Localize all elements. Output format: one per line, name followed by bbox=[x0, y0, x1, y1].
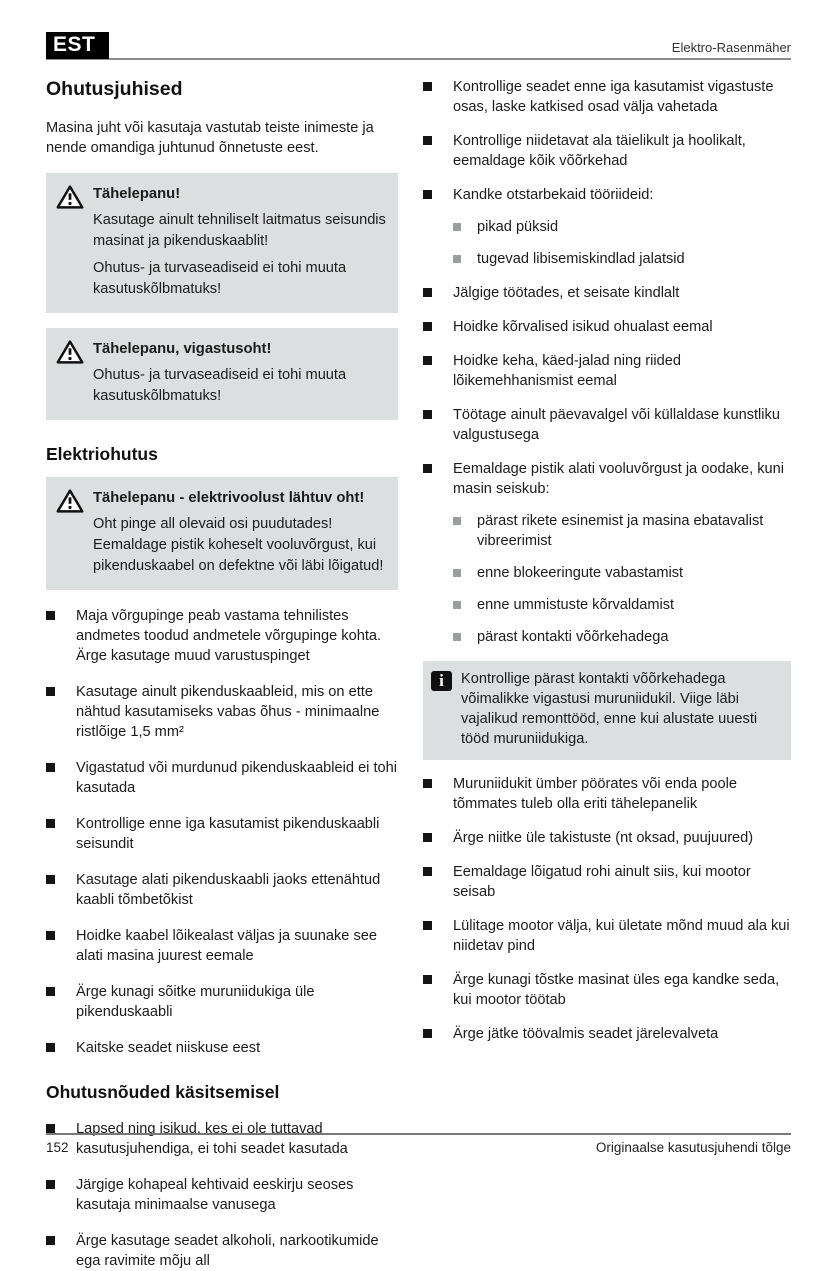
list-item bbox=[46, 1175, 398, 1215]
bullet-text: Töötage ainult päevavalgel või küllaldase kunstliku valgustusega bbox=[453, 407, 780, 443]
sub-list-item bbox=[453, 627, 791, 647]
bullet-body bbox=[76, 982, 398, 1022]
bullet-body bbox=[76, 606, 398, 666]
warning-triangle-icon bbox=[56, 339, 84, 407]
black-square-bullet-icon bbox=[46, 687, 55, 696]
list-item bbox=[423, 970, 791, 1010]
black-square-bullet-icon bbox=[423, 190, 432, 199]
bullet-text: Kaitske seadet niiskuse eest bbox=[76, 1040, 261, 1056]
safety-bullet-list-top bbox=[423, 77, 791, 647]
list-item bbox=[423, 77, 791, 117]
bullet-text: Ärge kunagi tõstke masinat üles ega kandke seda, kui mootor töötab bbox=[453, 972, 780, 1008]
black-square-bullet-icon bbox=[423, 322, 432, 331]
bullet-body bbox=[76, 758, 398, 798]
black-square-bullet-icon bbox=[423, 356, 432, 365]
sub-list-item bbox=[453, 563, 791, 583]
bullet-body bbox=[453, 1024, 791, 1044]
left-column bbox=[46, 72, 398, 1271]
bullet-text: Hoidke keha, käed-jalad ning riided lõikemehhanismist eemal bbox=[453, 353, 681, 389]
bullet-text: Kasutage ainult pikenduskaableid, mis on ette nähtud kasutamiseks vabas õhus - minimaalne ristlõige 1,5 mm² bbox=[76, 684, 380, 740]
warning-box-1 bbox=[46, 173, 398, 313]
list-item bbox=[46, 870, 398, 910]
bullet-text: Eemaldage lõigatud rohi ainult siis, kui mootor seisab bbox=[453, 864, 751, 900]
gray-square-bullet-icon bbox=[453, 517, 461, 525]
bullet-body bbox=[76, 682, 398, 742]
bullet-body bbox=[477, 217, 791, 237]
bullet-text: Lülitage mootor välja, kui ületate mõnd muud ala kui niidetav pind bbox=[453, 918, 790, 954]
black-square-bullet-icon bbox=[46, 1043, 55, 1052]
black-square-bullet-icon bbox=[46, 931, 55, 940]
black-square-bullet-icon bbox=[46, 1124, 55, 1133]
bullet-text: Hoidke kaabel lõikealast väljas ja suunake see alati masina juurest eemale bbox=[76, 928, 377, 964]
black-square-bullet-icon bbox=[423, 779, 432, 788]
bullet-text: enne ummistuste kõrvaldamist bbox=[477, 597, 675, 613]
list-item bbox=[423, 459, 791, 647]
info-icon: i bbox=[431, 671, 452, 691]
warning-body-line: Ohutus- ja turvaseadiseid ei tohi muuta kasutuskõlbmatuks! bbox=[93, 367, 347, 404]
bullet-text: Kontrollige enne iga kasutamist pikenduskaabli seisundit bbox=[76, 816, 380, 852]
bullet-text: Hoidke kõrvalised isikud ohualast eemal bbox=[453, 319, 713, 335]
list-item bbox=[46, 1231, 398, 1271]
warning-content bbox=[93, 183, 390, 300]
list-item bbox=[423, 131, 791, 171]
black-square-bullet-icon bbox=[423, 288, 432, 297]
bullet-text: Kontrollige niidetavat ala täielikult ja hoolikalt, eemaldage kõik võõrkehad bbox=[453, 133, 746, 169]
warning-triangle-icon bbox=[56, 184, 84, 300]
intro-paragraph: Masina juht või kasutaja vastutab teiste inimeste ja nende omandiga juhtunud õnnetuste eest. bbox=[46, 120, 374, 156]
bullet-text: Ärge kasutage seadet alkoholi, narkootikumide ega ravimite mõju all bbox=[76, 1233, 379, 1269]
bullet-body bbox=[453, 828, 791, 848]
list-item bbox=[423, 283, 791, 303]
bullet-text: Ärge kunagi sõitke muruniidukiga üle pikenduskaabli bbox=[76, 984, 315, 1020]
warning-box-3 bbox=[46, 477, 398, 590]
document-title: Elektro-Rasenmäher bbox=[671, 40, 791, 55]
bullet-body bbox=[453, 185, 791, 269]
list-item bbox=[46, 814, 398, 854]
list-item bbox=[423, 774, 791, 814]
list-item bbox=[423, 317, 791, 337]
bullet-text: Jälgige töötades, et seisate kindlalt bbox=[453, 285, 680, 301]
warning-content bbox=[93, 487, 390, 577]
warning-title: Tähelepanu - elektrivoolust lähtuv oht! bbox=[93, 490, 365, 506]
gray-square-bullet-icon bbox=[453, 569, 461, 577]
language-badge: EST bbox=[46, 32, 109, 59]
list-item bbox=[46, 1038, 398, 1058]
list-item bbox=[46, 758, 398, 798]
gray-square-bullet-icon bbox=[453, 255, 461, 263]
section-title-electric-safety: Elektriohutus bbox=[46, 444, 158, 464]
sub-bullet-list bbox=[453, 217, 791, 269]
black-square-bullet-icon bbox=[46, 763, 55, 772]
list-item bbox=[46, 682, 398, 742]
page-header bbox=[46, 31, 791, 60]
bullet-text: Eemaldage pistik alati vooluvõrgust ja oodake, kuni masin seiskub: bbox=[453, 461, 784, 497]
bullet-text: Kandke otstarbekaid tööriideid: bbox=[453, 187, 654, 203]
page-number: 152 bbox=[46, 1140, 69, 1155]
sub-list-item bbox=[453, 511, 791, 551]
black-square-bullet-icon bbox=[423, 921, 432, 930]
list-item bbox=[46, 606, 398, 666]
bullet-body bbox=[76, 1175, 398, 1215]
section-title-safety: Ohutusjuhised bbox=[46, 78, 183, 100]
gray-square-bullet-icon bbox=[453, 601, 461, 609]
bullet-text: Kontrollige seadet enne iga kasutamist vigastuste osas, laske katkised osad välja vahetada bbox=[453, 79, 774, 115]
bullet-text: Järgige kohapeal kehtivaid eeskirju seoses kasutaja minimaalse vanusega bbox=[76, 1177, 354, 1213]
bullet-body bbox=[453, 317, 791, 337]
sub-list-item bbox=[453, 249, 791, 269]
bullet-body bbox=[477, 627, 791, 647]
black-square-bullet-icon bbox=[423, 464, 432, 473]
bullet-body bbox=[477, 563, 791, 583]
gray-square-bullet-icon bbox=[453, 223, 461, 231]
warning-content bbox=[93, 338, 390, 407]
list-item bbox=[423, 185, 791, 269]
bullet-body bbox=[453, 774, 791, 814]
bullet-body bbox=[453, 77, 791, 117]
warning-body-line: Oht pinge all olevaid osi puudutades! Eemaldage pistik koheselt vooluvõrgust, kui pikenduskaabel on defektne või läbi lõigatud! bbox=[93, 516, 384, 574]
warning-body-line: Kasutage ainult tehniliselt laitmatus seisundis masinat ja pikenduskaablit! bbox=[93, 212, 386, 249]
list-item bbox=[423, 405, 791, 445]
black-square-bullet-icon bbox=[423, 833, 432, 842]
warning-body bbox=[93, 365, 390, 407]
footer-note: Originaalse kasutusjuhendi tõlge bbox=[595, 1140, 791, 1155]
list-item bbox=[46, 926, 398, 966]
warning-body-line: Ohutus- ja turvaseadiseid ei tohi muuta kasutuskõlbmatuks! bbox=[93, 260, 347, 297]
black-square-bullet-icon bbox=[423, 975, 432, 984]
black-square-bullet-icon bbox=[46, 987, 55, 996]
list-item bbox=[46, 982, 398, 1022]
warning-body bbox=[93, 514, 390, 577]
black-square-bullet-icon bbox=[46, 875, 55, 884]
black-square-bullet-icon bbox=[423, 82, 432, 91]
page-footer bbox=[46, 1133, 791, 1155]
info-box bbox=[423, 661, 791, 760]
bullet-text: Vigastatud või murdunud pikenduskaableid ei tohi kasutada bbox=[76, 760, 398, 796]
bullet-body bbox=[453, 916, 791, 956]
bullet-text: tugevad libisemiskindlad jalatsid bbox=[477, 251, 685, 267]
bullet-body bbox=[76, 814, 398, 854]
black-square-bullet-icon bbox=[46, 611, 55, 620]
list-item bbox=[423, 351, 791, 391]
section-title-handling: Ohutusnõuded käsitsemisel bbox=[46, 1082, 280, 1102]
page-content bbox=[46, 72, 791, 1271]
gray-square-bullet-icon bbox=[453, 633, 461, 641]
bullet-body bbox=[453, 351, 791, 391]
bullet-text: Ärge niitke üle takistuste (nt oksad, puujuured) bbox=[453, 830, 754, 846]
electric-safety-bullet-list bbox=[46, 606, 398, 1058]
bullet-body bbox=[477, 595, 791, 615]
black-square-bullet-icon bbox=[423, 136, 432, 145]
sub-list-item bbox=[453, 595, 791, 615]
bullet-text: pärast rikete esinemist ja masina ebatavalist vibreerimist bbox=[477, 513, 764, 549]
bullet-body bbox=[453, 283, 791, 303]
list-item bbox=[423, 916, 791, 956]
list-item bbox=[423, 862, 791, 902]
bullet-text: Ärge jätke töövalmis seadet järelevalveta bbox=[453, 1026, 719, 1042]
list-item bbox=[423, 828, 791, 848]
black-square-bullet-icon bbox=[423, 1029, 432, 1038]
black-square-bullet-icon bbox=[46, 1236, 55, 1245]
warning-body bbox=[93, 210, 390, 300]
bullet-body bbox=[477, 511, 791, 551]
bullet-text: pärast kontakti võõrkehadega bbox=[477, 629, 669, 645]
warning-box-2 bbox=[46, 328, 398, 420]
warning-title: Tähelepanu! bbox=[93, 186, 181, 202]
bullet-text: enne blokeeringute vabastamist bbox=[477, 565, 684, 581]
bullet-text: Maja võrgupinge peab vastama tehnilistes andmetes toodud andmetele võrgupinge kohta. Ärge kasutage muud varustuspinget bbox=[76, 608, 382, 664]
sub-bullet-list bbox=[453, 511, 791, 647]
bullet-text: Kasutage alati pikenduskaabli jaoks ettenähtud kaabli tõmbetõkist bbox=[76, 872, 381, 908]
bullet-body bbox=[76, 1038, 398, 1058]
bullet-body bbox=[453, 970, 791, 1010]
black-square-bullet-icon bbox=[46, 1180, 55, 1189]
black-square-bullet-icon bbox=[423, 410, 432, 419]
black-square-bullet-icon bbox=[46, 819, 55, 828]
warning-triangle-icon bbox=[56, 488, 84, 577]
bullet-text: Muruniidukit ümber pöörates või enda poole tõmmates tuleb olla eriti tähelepanelik bbox=[453, 776, 737, 812]
warning-title: Tähelepanu, vigastusoht! bbox=[93, 341, 272, 357]
bullet-body bbox=[453, 862, 791, 902]
info-text: Kontrollige pärast kontakti võõrkehadega võimalikke vigastusi muruniidukil. Viige läbi vajalikud remonttööd, enne kui alustate uuesti tööd muruniidukiga. bbox=[461, 671, 758, 747]
bullet-body bbox=[76, 926, 398, 966]
safety-bullet-list-bottom bbox=[423, 774, 791, 1044]
right-column bbox=[423, 72, 791, 1271]
bullet-body bbox=[453, 459, 791, 647]
list-item bbox=[423, 1024, 791, 1044]
bullet-body bbox=[76, 1231, 398, 1271]
bullet-body bbox=[453, 131, 791, 171]
bullet-body bbox=[477, 249, 791, 269]
black-square-bullet-icon bbox=[423, 867, 432, 876]
bullet-text: pikad püksid bbox=[477, 219, 559, 235]
sub-list-item bbox=[453, 217, 791, 237]
bullet-body bbox=[453, 405, 791, 445]
bullet-body bbox=[76, 870, 398, 910]
bullet-text: Lapsed ning isikud, kes ei ole tuttavad kasutusjuhendiga, ei tohi seadet kasutada bbox=[76, 1121, 348, 1157]
